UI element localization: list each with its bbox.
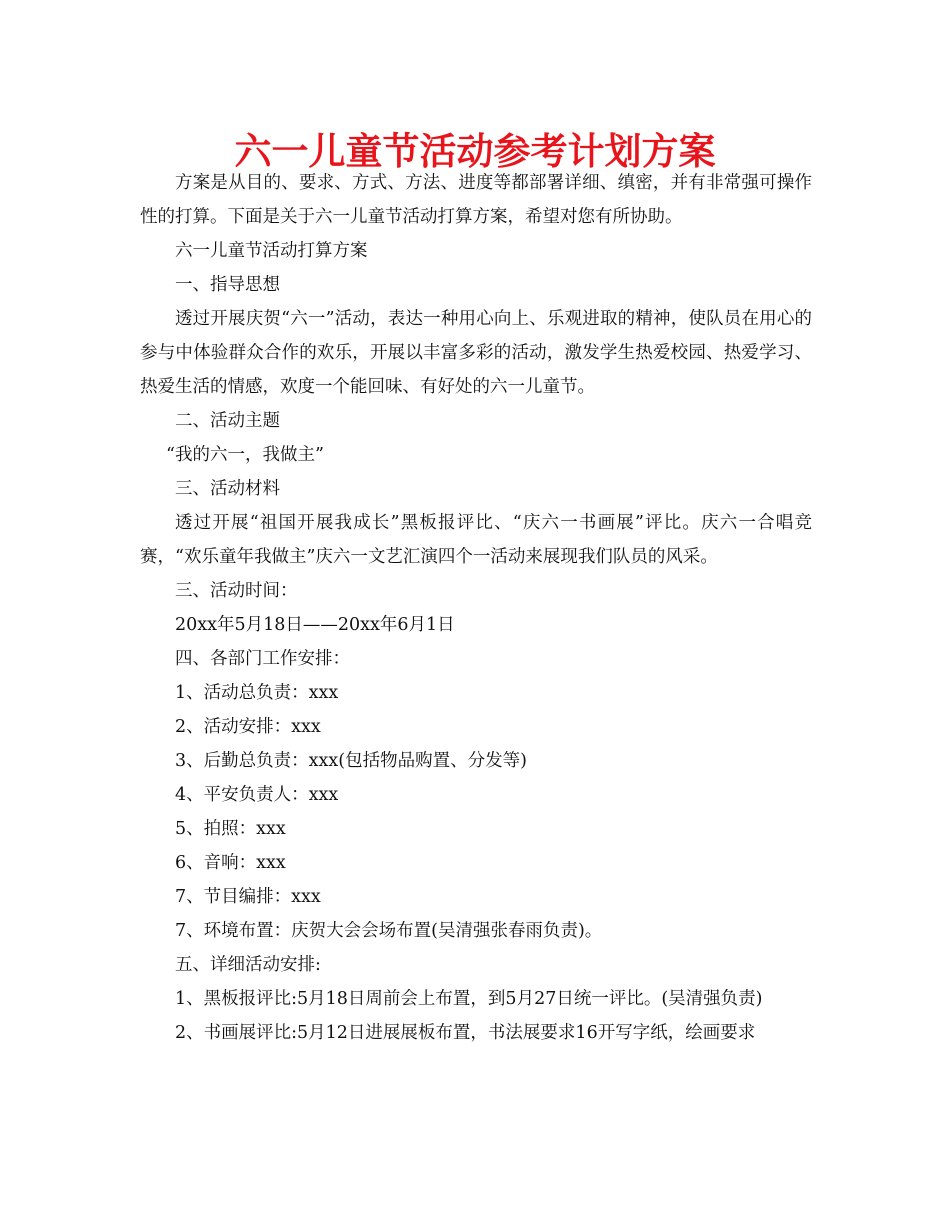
list-item: 7、环境布置：庆贺大会会场布置(吴清强张春雨负责)。 bbox=[175, 921, 603, 941]
section-heading-materials: 三、活动材料 bbox=[175, 479, 280, 499]
list-item: 2、活动安排：xxx bbox=[175, 717, 321, 737]
section-heading-schedule: 五、详细活动安排: bbox=[175, 955, 321, 975]
list-item: 4、平安负责人：xxx bbox=[175, 785, 339, 805]
intro-paragraph: 方案是从目的、要求、方式、方法、进度等都部署详细、缜密，并有非常强可操作性的打算。下面是关于六一儿童节活动打算方案，希望对您有所协助。 bbox=[140, 173, 812, 227]
list-item: 6、音响：xxx bbox=[175, 853, 286, 873]
section-heading-time: 三、活动时间： bbox=[175, 581, 298, 601]
list-item: 7、节目编排：xxx bbox=[175, 887, 321, 907]
time-range: 20xx年5月18日——20xx年6月1日 bbox=[175, 615, 455, 635]
document-title: 六一儿童节活动参考计划方案 bbox=[234, 130, 716, 173]
list-item: 1、活动总负责：xxx bbox=[175, 683, 339, 703]
schedule-item: 2、书画展评比:5月12日进展展板布置，书法展要求16开写字纸，绘画要求 bbox=[175, 1023, 756, 1043]
document-body bbox=[140, 166, 812, 1050]
list-item: 3、后勤总负责：xxx(包括物品购置、分发等) bbox=[175, 751, 527, 771]
materials-paragraph: 透过开展“祖国开展我成长”黑板报评比、“庆六一书画展”评比。庆六一合唱竞赛，“欢乐童年我做主”庆六一文艺汇演四个一活动来展现我们队员的风采。 bbox=[140, 513, 812, 567]
plan-subtitle: 六一儿童节活动打算方案 bbox=[175, 241, 368, 261]
section-heading-guiding-idea: 一、指导思想 bbox=[175, 275, 280, 295]
schedule-item: 1、黑板报评比:5月18日周前会上布置，到5月27日统一评比。(吴清强负责) bbox=[175, 989, 763, 1009]
guiding-idea-paragraph: 透过开展庆贺“六一”活动，表达一种用心向上、乐观进取的精神，使队员在用心的参与中体验群众合作的欢乐，开展以丰富多彩的活动，激发学生热爱校园、热爱学习、热爱生活的情感，欢度一个能回味、有好处的六一儿童节。 bbox=[140, 309, 812, 397]
section-heading-departments: 四、各部门工作安排： bbox=[175, 649, 350, 669]
theme-slogan: “我的六一，我做主” bbox=[166, 445, 324, 465]
section-heading-theme: 二、活动主题 bbox=[175, 411, 280, 431]
list-item: 5、拍照：xxx bbox=[175, 819, 286, 839]
